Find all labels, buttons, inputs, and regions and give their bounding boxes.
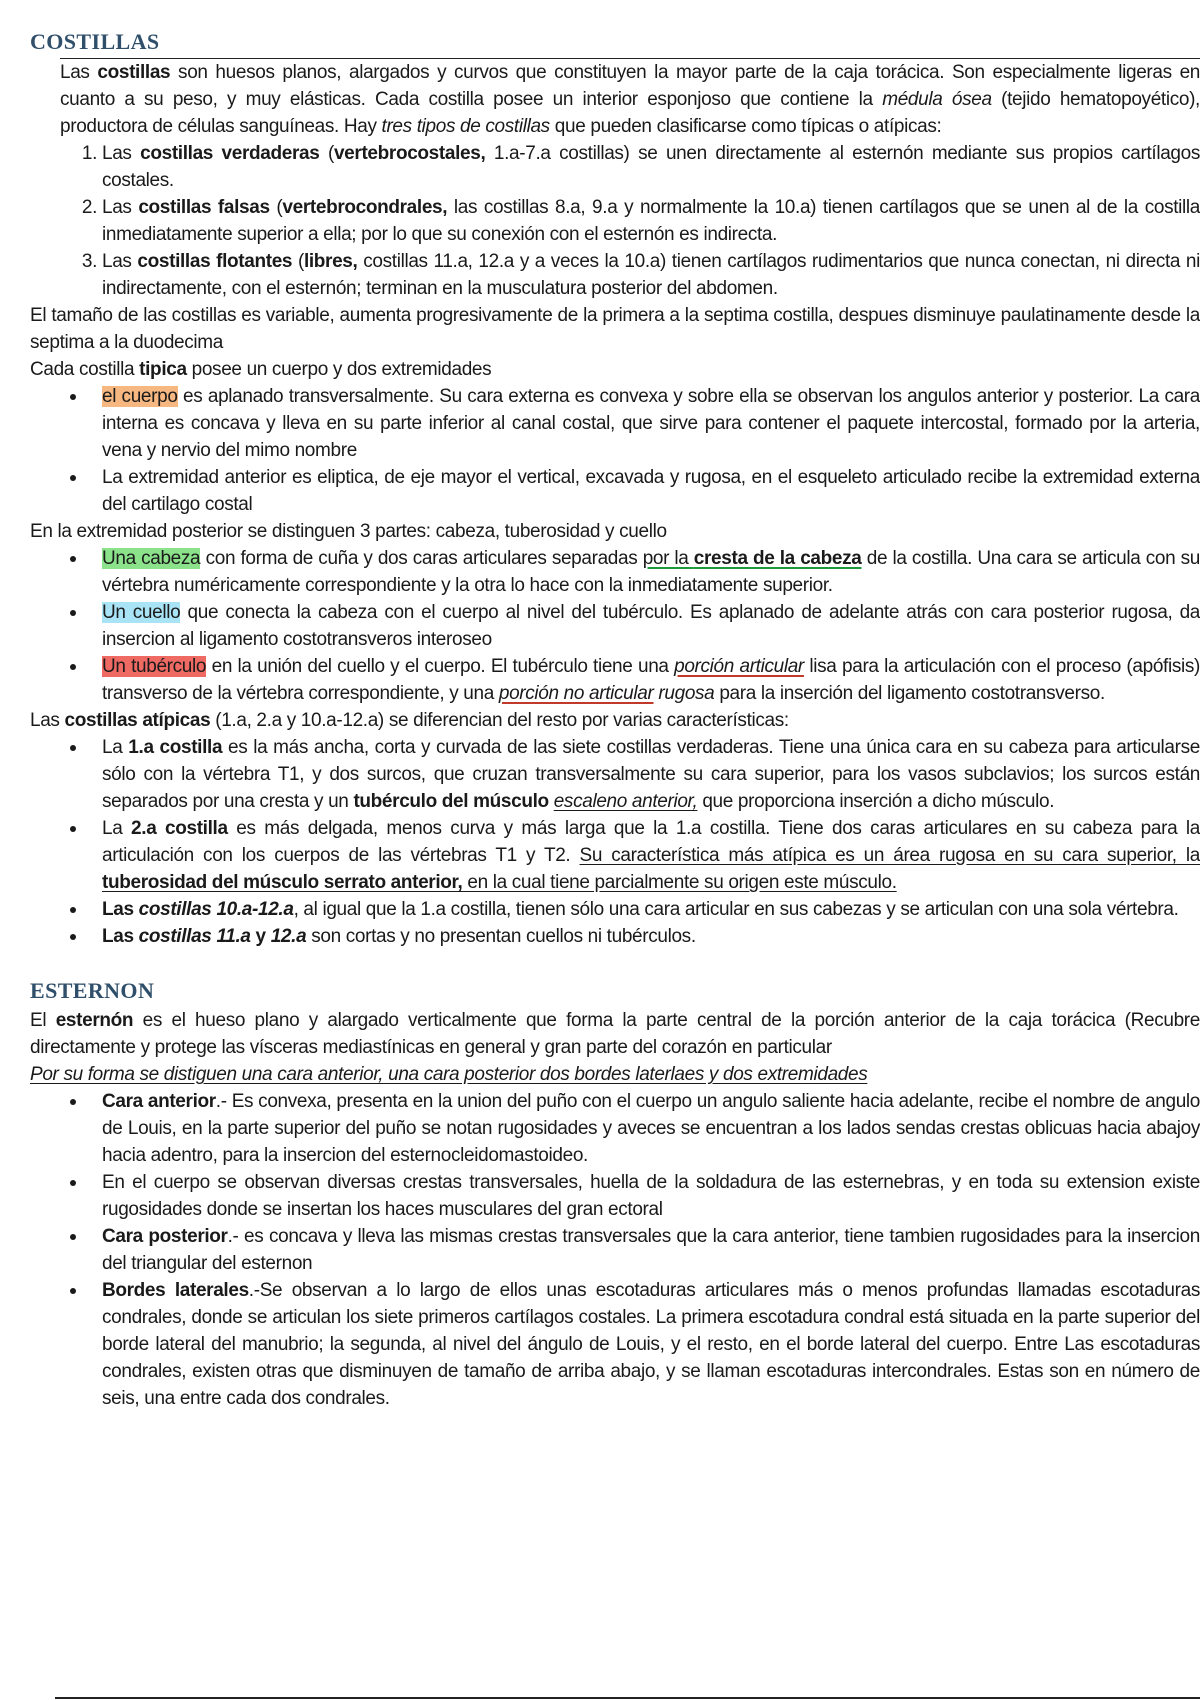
highlighted-term: Un cuello [102,602,181,623]
costillas-intro [60,58,1200,140]
list-item [102,1169,1200,1223]
text-run: .-Se observan a lo largo de ellos unas escotaduras articulares más o menos profundas llamadas escotaduras condrales, donde se articulan los siete primeros cartílagos costales. La primera escotadura condral está situada en la parte superior del borde lateral del manubrio; la segunda, al nivel del ángulo de Louis, y el resto, en el borde lateral del cuerpo. Entre Las escotaduras condrales, existen otras que disminuyen de tamaño de arriba abajo, y se llaman escotaduras intercondrales. Estas son en número de seis, una entre cada dos condrales. [102,1280,1200,1409]
text-run: médula ósea [882,89,992,110]
text-run: las costillas 8.a, 9.a y normalmente la 10.a) tienen cartílagos que se unen al de la costilla inmediatamente superior a ella; por lo que su conexión con el esternón es indirecta. [102,197,1200,245]
text-run: (1.a, 2.a y 10.a-12.a) se diferencian del resto por varias características: [210,710,789,731]
list-item [102,140,1200,194]
text-run: Cada costilla [30,359,140,380]
text-run: Las [102,197,139,218]
bold-term: esternón [55,1010,134,1031]
text-run: rugosa [658,683,715,704]
text-run: para la inserción del ligamento costotransverso. [714,683,1105,704]
atipicas-intro [30,707,1200,734]
bold-term: costillas [97,62,171,83]
text-run: , al igual que la 1.a costilla, tienen sólo una cara articular en sus cabezas y se articulan con una sola vértebra. [293,899,1179,920]
text-run: .- es concava y lleva las mismas crestas transversales que la cara anterior, tiene tambien rugosidades para la insercion del triangular del esternon [102,1226,1200,1274]
text-run: ( [319,143,334,164]
bold-term: tubérculo del músculo [353,791,549,812]
text-run: La [102,737,129,758]
list-item [102,464,1200,518]
text-run: porción articular [674,656,804,677]
section-title-esternon: ESTERNON [30,978,155,1003]
text-run: Por su forma se distiguen una cara anterior, una cara posterior dos bordes laterlaes y dos extremidades [30,1064,868,1085]
bold-term: costillas 11.a [138,926,251,947]
text-run: Las [60,62,98,83]
text-run: escaleno anterior, [553,791,698,812]
text-run: Las [102,251,138,272]
list-item [102,1277,1200,1412]
text-run: En el cuerpo se observan diversas crestas transversales, huella de la soldadura de las esternebras, y en toda su extension existe rugosidades donde se insertan los haces musculares del gran ectoral [102,1172,1200,1220]
text-run: es aplanado transversalmente. Su cara externa es convexa y sobre ella se observan los angulos anterior y posterior. La cara interna es concava y lleva en su parte inferior al canal costal, que sirve para contener el paquete intercostal, formado por la arteria, vena y nervio del mimo nombre [102,386,1200,461]
bold-term: costillas flotantes [137,251,293,272]
list-item [102,734,1200,815]
esternon-list [30,1088,1200,1412]
text-run: (tejido hematopoyético), productora de células sanguíneas. Hay [60,89,1200,137]
text-run: es la más ancha, corta y curvada de las siete costillas verdaderas. Tiene una única cara en su cabeza para articularse sólo con la vértebra T1, y dos surcos, que cruzan transversalmente su cara superior, para los vasos subclavios; los surcos están separados por una cresta y un [102,737,1200,812]
list-item [102,248,1200,302]
text-run: La [102,818,132,839]
text-run: posee un cuerpo y dos extremidades [186,359,492,380]
list-item [102,194,1200,248]
bold-term: Bordes laterales [102,1280,249,1301]
bold-term: tuberosidad del músculo serrato anterior, [102,872,463,893]
list-item [102,383,1200,464]
text-run: es más delgada, menos curva y más larga que la 1.a costilla. Tiene dos caras articulares en su cabeza para la articulación con los cuerpos de las vértebras T1 y T2. [102,818,1200,866]
text-run: que pueden clasificarse como típicas o atípicas: [549,116,942,137]
bold-term: 1.a costilla [128,737,223,758]
section-title-costillas: COSTILLAS [30,29,160,54]
list-item [102,815,1200,896]
text-run: Las [102,143,141,164]
posterior-list [30,545,1200,707]
bold-term: vertebrocostales, [333,143,486,164]
bold-term: Cara anterior [102,1091,216,1112]
bold-term: Las [102,899,139,920]
text-run: La extremidad anterior es eliptica, de eje mayor el vertical, excavada y rugosa, en el esqueleto articulado recibe la extremidad externa del cartilago costal [102,467,1200,515]
text-run: son cortas y no presentan cuellos ni tubérculos. [306,926,696,947]
tipica-list [30,383,1200,518]
bold-term: 2.a costilla [131,818,228,839]
text-run: tres tipos de costillas [381,116,550,137]
bold-term: tipica [139,359,187,380]
bold-term: libres, [303,251,358,272]
text-run: El [30,1010,56,1031]
list-item [102,1088,1200,1169]
bold-term: cresta de la cabeza [693,548,862,569]
list-item [102,896,1200,923]
list-item [102,1223,1200,1277]
text-run: ( [292,251,304,272]
bold-term: costillas atípicas [64,710,211,731]
bottom-rule [55,1697,1200,1699]
highlighted-term: Un tubérculo [102,656,207,677]
text-run: costillas 11.a, 12.a y a veces la 10.a) tienen cartílagos rudimentarios que nunca conectan, ni directa ni indirectamente, con el esternón; terminan en la musculatura posterior del abdomen. [102,251,1200,299]
text-run: por la [642,548,694,569]
esternon-intro [30,1007,1200,1061]
text-run: Las [30,710,65,731]
text-run: de la costilla. Una cara se articula con su vértebra numéricamente correspondiente y la otra lo hace con la inmediatamente superior. [102,548,1200,596]
list-item [102,599,1200,653]
list-item [102,923,1200,950]
text-run: es el hueso plano y alargado verticalmente que forma la parte central de la porción anterior de la caja torácica (Recubre directamente y protege las vísceras mediastínicas en general y gran parte del corazón en particular [30,1010,1200,1058]
bold-term: costillas verdaderas [140,143,320,164]
highlighted-term: el cuerpo [102,386,178,407]
text-run: que proporciona inserción a dicho músculo. [697,791,1055,812]
tipica-intro [30,356,1200,383]
text-run: con forma de cuña y dos caras articulares separadas [200,548,643,569]
bold-term: costillas 10.a-12.a [138,899,294,920]
text-run: lisa para la articulación con el proceso (apófisis) transverso de la vértebra correspondiente, y una [102,656,1200,704]
highlighted-term: Una cabeza [102,548,201,569]
posterior-intro [30,518,1200,545]
list-item [102,545,1200,599]
list-item [102,653,1200,707]
bold-term: y [250,926,271,947]
text-run: en la cual tiene parcialmente su origen este músculo. [462,872,897,893]
text-run: porción no articular [498,683,654,704]
bold-term: Cara posterior [102,1226,228,1247]
text-run: en la unión del cuello y el cuerpo. El tubérculo tiene una [206,656,675,677]
text-run: .- Es convexa, presenta en la union del puño con el cuerpo un angulo saliente hacia adelante, recibe el nombre de angulo de Louis, en la parte superior del puño se notan rugosidades y aveces se encuentran a los lados sendas crestas oblicuas hacia abajoy hacia adentro, para la insercion del esternocleidomastoideo. [102,1091,1200,1166]
bold-term: 12.a [270,926,307,947]
bold-term: vertebrocondrales, [282,197,448,218]
text-run: 1.a-7.a costillas) se unen directamente al esternón mediante sus propios cartílagos costales. [102,143,1200,191]
bold-term: costillas falsas [138,197,270,218]
text-run: Su característica más atípica es un área rugosa en su cara superior, la [579,845,1200,866]
bold-term: Las [102,926,139,947]
text-run: El tamaño de las costillas es variable, aumenta progresivamente de la primera a la septima costilla, despues disminuye paulatinamente desde la septima a la duodecima [30,305,1200,353]
text-run: ( [269,197,283,218]
text-run: que conecta la cabeza con el cuerpo al nivel del tubérculo. Es aplanado de adelante atrás con cara posterior rugosa, da insercion al ligamento costotransveros interoseo [102,602,1200,650]
atipicas-list [30,734,1200,950]
tipos-costillas-list [30,140,1200,302]
document-content [30,26,1200,1412]
tamano-paragraph [30,302,1200,356]
esternon-forma [30,1061,1200,1088]
text-run: son huesos planos, alargados y curvos que constituyen la mayor parte de la caja torácica. Son especialmente ligeras en cuanto a su peso, y muy elásticas. Cada costilla posee un interior esponjoso que contiene la [60,62,1200,110]
text-run: En la extremidad posterior se distinguen 3 partes: cabeza, tuberosidad y cuello [30,521,667,542]
